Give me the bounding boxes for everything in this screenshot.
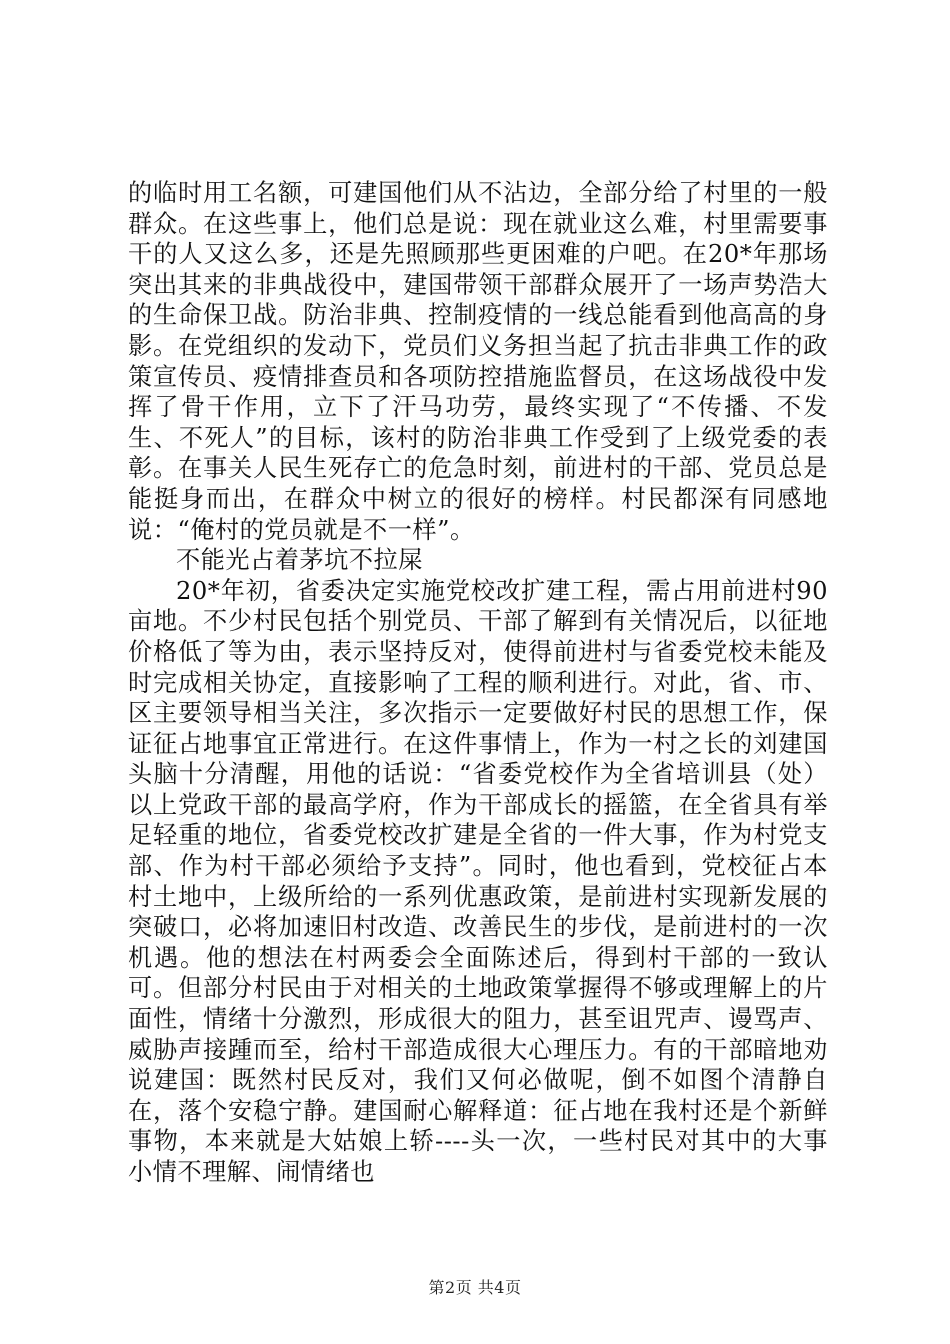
document-body [128, 178, 828, 1188]
section-heading: 不能光占着茅坑不拉屎 [176, 546, 423, 575]
paragraph: 20*年初，省委决定实施党校改扩建工程，需占用前进村90亩地。不少村民包括个别党员、干部了解到有关情况后，以征地价格低了等为由，表示坚持反对，使得前进村与省委党校未能及时完成相关协定，直接影响了工程的顺利进行。对此，省、市、区主要领导相当关注，多次指示一定要做好村民的思想工作，保证征占地事宜正常进行。在这件事情上，作为一村之长的刘建国头脑十分清醒，用他的话说：“省委党校作为全省培训县（处）以上党政干部的最高学府，作为干部成长的摇篮，在全省具有举足轻重的地位，省委党校改扩建是全省的一件大事，作为村党支部、作为村干部必须给予支持”。同时，他也看到，党校征占本村土地中，上级所给的一系列优惠政策，是前进村实现新发展的突破口，必将加速旧村改造、改善民生的步伐，是前进村的一次机遇。他的想法在村两委会全面陈述后，得到村干部的一致认可。但部分村民由于对相关的土地政策掌握得不够或理解上的片面性，情绪十分激烈，形成很大的阻力，甚至诅咒声、谩骂声、威胁声接踵而至，给村干部造成很大心理压力。有的干部暗地劝说建国：既然村民反对，我们又何必做呢，倒不如图个清静自在，落个安稳宁静。建国耐心解释道：征占地在我村还是个新鲜事物，本来就是大姑娘上轿----头一次，一些村民对其中的大事小情不理解、闹情绪也 [128, 576, 828, 1186]
paragraph-continued: 的临时用工名额，可建国他们从不沾边，全部分给了村里的一般群众。在这些事上，他们总是说：现在就业这么难，村里需要事干的人又这么多，还是先照顾那些更困难的户吧。在20*年那场突出其来的非典战役中，建国带领干部群众展开了一场声势浩大的生命保卫战。防治非典、控制疫情的一线总能看到他高高的身影。在党组织的发动下，党员们义务担当起了抗击非典工作的政策宣传员、疫情排查员和各项防控措施监督员，在这场战役中发挥了骨干作用，立下了汗马功劳，最终实现了“不传播、不发生、不死人”的目标，该村的防治非典工作受到了上级党委的表彰。在事关人民生死存亡的危急时刻，前进村的干部、党员总是能挺身而出，在群众中树立的很好的榜样。村民都深有同感地说：“俺村的党员就是不一样”。 [128, 179, 828, 544]
page-number-footer: 第2页 共4页 [428, 1278, 522, 1297]
